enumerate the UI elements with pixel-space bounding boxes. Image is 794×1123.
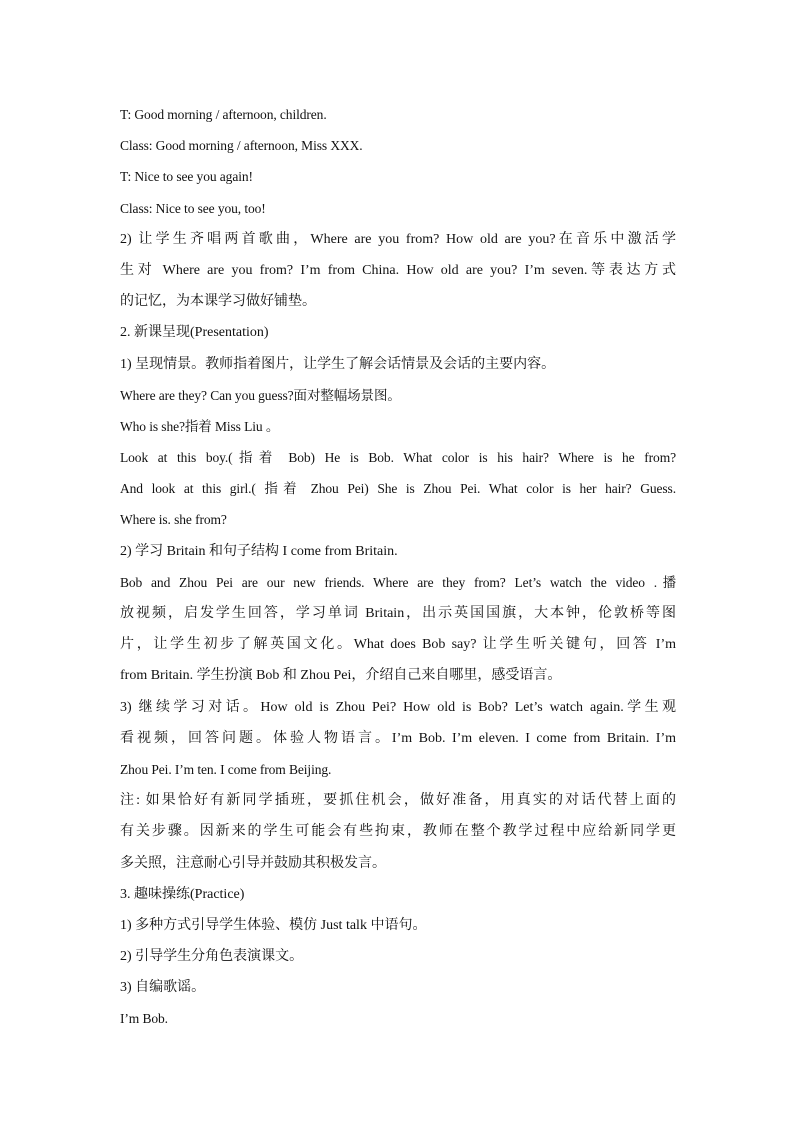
- note-line: 注: 如果恰好有新同学插班，要抓住机会，做好准备，用真实的对话代替上面的: [120, 793, 676, 809]
- dialogue-line: T: Good morning / afternoon, children.: [120, 107, 327, 122]
- section-heading: 2. 新课呈现(Presentation): [120, 325, 269, 341]
- step-line: 3) 自编歌谣。: [120, 980, 206, 996]
- paragraph-line: Bob and Zhou Pei are our new friends. Where are they from? Let’s watch the video .播: [120, 574, 676, 590]
- dialogue-line: Class: Nice to see you, too!: [120, 200, 266, 216]
- paragraph-line: 的记忆，为本课学习做好铺垫。: [120, 294, 316, 310]
- paragraph-line: Zhou Pei. I’m ten. I come from Beijing.: [120, 761, 332, 777]
- step-line: 1) 呈现情景。教师指着图片，让学生了解会话情景及会话的主要内容。: [120, 356, 556, 372]
- step-line: 3) 继续学习对话。How old is Zhou Pei? How old is Bob? Let’s watch again.学生观: [120, 699, 676, 715]
- paragraph-line: 生对 Where are you from? I’m from China. How old are you? I’m seven.等表达方式: [120, 262, 676, 278]
- paragraph-line: Where is. she from?: [120, 512, 227, 528]
- paragraph-line: 放视频，启发学生回答，学习单词 Britain，出示英国国旗，大本钟，伦敦桥等图: [120, 606, 676, 621]
- paragraph-line: 看视频，回答问题。体验人物语言。I’m Bob. I’m eleven. I come from Britain. I’m: [120, 730, 676, 746]
- note-line: 有关步骤。因新来的学生可能会有些拘束，教师在整个教学过程中应给新同学更: [120, 824, 676, 840]
- paragraph-line: from Britain. 学生扮演 Bob 和 Zhou Pei，介绍自己来自哪里，感受语言。: [120, 668, 562, 684]
- paragraph-line: And look at this girl.( 指着 Zhou Pei) She is Zhou Pei. What color is her hair? Guess.: [120, 481, 676, 497]
- paragraph-line: 2) 让学生齐唱两首歌曲，Where are you from? How old are you?在音乐中激活学: [120, 231, 676, 247]
- note-line: 多关照，注意耐心引导并鼓励其积极发言。: [120, 855, 386, 871]
- step-line: 2) 学习 Britain 和句子结构 I come from Britain.: [120, 543, 398, 559]
- paragraph-line: Where are they? Can you guess?面对整幅场景图。: [120, 387, 401, 403]
- paragraph-line: I’m Bob.: [120, 1011, 168, 1027]
- paragraph-line: Who is she?指着 Miss Liu 。: [120, 418, 280, 434]
- section-heading: 3. 趣味操练(Practice): [120, 886, 245, 902]
- step-line: 1) 多种方式引导学生体验、模仿 Just talk 中语句。: [120, 917, 427, 933]
- document-body: [120, 99, 676, 1035]
- step-line: 2) 引导学生分角色表演课文。: [120, 949, 304, 965]
- dialogue-line: T: Nice to see you again!: [120, 169, 253, 185]
- paragraph-line: Look at this boy.(指着 Bob) He is Bob. What color is his hair? Where is he from?: [120, 450, 676, 466]
- paragraph-line: 片，让学生初步了解英国文化。What does Bob say? 让学生听关键句，回答 I’m: [120, 637, 676, 653]
- dialogue-line: Class: Good morning / afternoon, Miss XXX.: [120, 138, 363, 154]
